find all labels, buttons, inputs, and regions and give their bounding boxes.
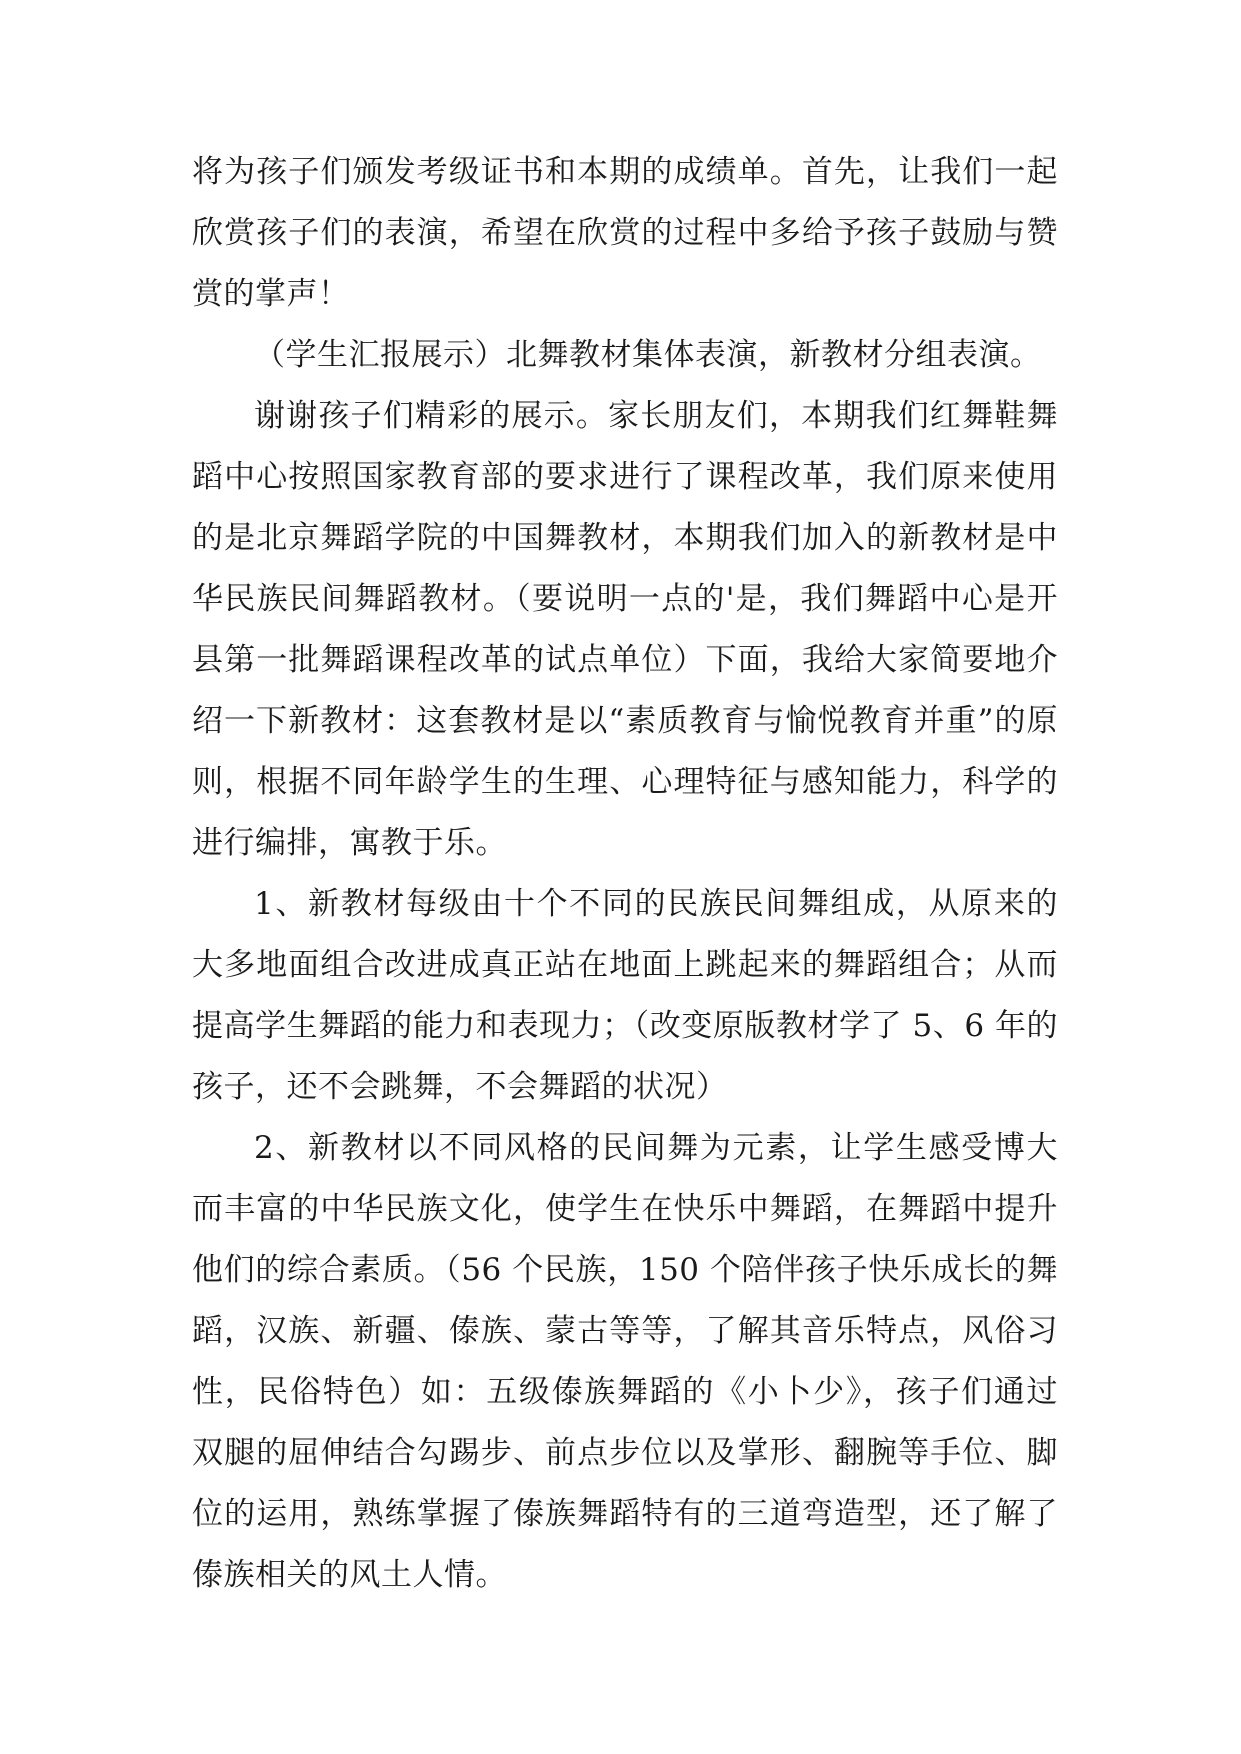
paragraph-2: （学生汇报展示）北舞教材集体表演，新教材分组表演。: [254, 337, 1042, 373]
paragraph-1: 将为孩子们颁发考级证书和本期的成绩单。首先，让我们一起欣赏孩子们的表演，希望在欣赏的过程中多给予孩子鼓励与赞赏的掌声！: [192, 154, 1058, 312]
paragraph-4: 1、新教材每级由十个不同的民族民间舞组成，从原来的大多地面组合改进成真正站在地面上跳起来的舞蹈组合；从而提高学生舞蹈的能力和表现力；（改变原版教材学了 5、6 年的孩子，还不会跳舞，不会舞蹈的状况）: [192, 886, 1058, 1105]
paragraph-3: 谢谢孩子们精彩的展示。家长朋友们，本期我们红舞鞋舞蹈中心按照国家教育部的要求进行了课程改革，我们原来使用的是北京舞蹈学院的中国舞教材，本期我们加入的新教材是中华民族民间舞蹈教材。（要说明一点的'是，我们舞蹈中心是开县第一批舞蹈课程改革的试点单位）下面，我给大家简要地介绍一下新教材：这套教材是以“素质教育与愉悦教育并重”的原则，根据不同年龄学生的生理、心理特征与感知能力，科学的进行编排，寓教于乐。: [192, 398, 1058, 861]
paragraph-5: 2、新教材以不同风格的民间舞为元素，让学生感受博大而丰富的中华民族文化，使学生在快乐中舞蹈，在舞蹈中提升他们的综合素质。（56 个民族，150 个陪伴孩子快乐成长的舞蹈，汉族、新疆、傣族、蒙古等等，了解其音乐特点，风俗习性，民俗特色）如：五级傣族舞蹈的《小卜少》，孩子们通过双腿的屈伸结合勾踢步、前点步位以及掌形、翻腕等手位、脚位的运用，熟练掌握了傣族舞蹈特有的三道弯造型，还了解了傣族相关的风土人情。: [192, 1130, 1058, 1593]
document-body: [192, 142, 1058, 1606]
